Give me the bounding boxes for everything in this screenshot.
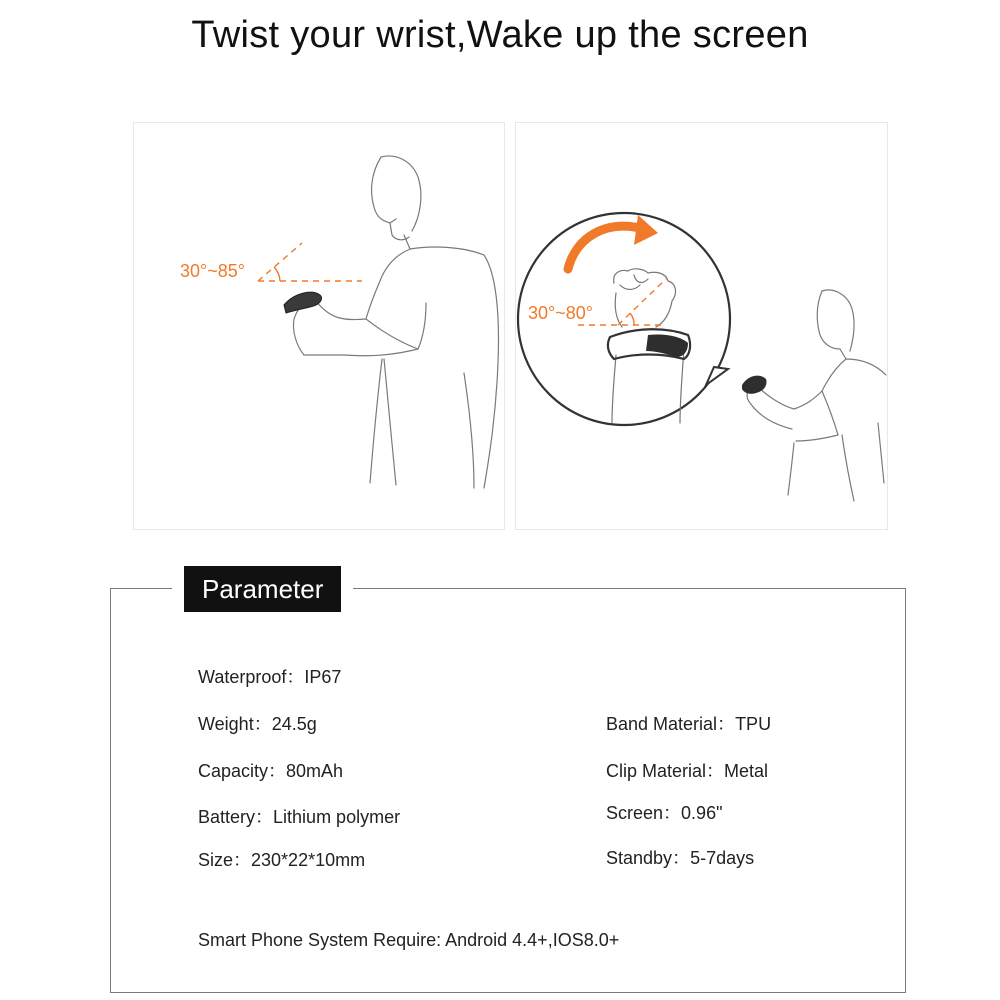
spec-size [198, 846, 365, 872]
spec-value: Metal [724, 761, 769, 781]
spec-system-requirement: Smart Phone System Require: Android 4.4+,IOS8.0+ [198, 930, 620, 950]
spec-battery [198, 803, 400, 829]
spec-value: IP67 [304, 667, 342, 687]
illustration-raise-wrist [133, 122, 505, 530]
spec-key: Band Material： [606, 714, 736, 734]
spec-capacity [198, 757, 343, 783]
spec-value: 24.5g [271, 714, 317, 734]
spec-key: Weight： [198, 714, 272, 734]
spec-key: Battery： [198, 807, 274, 827]
left-angle-label: 30°~85° [180, 261, 245, 281]
spec-waterproof [198, 663, 341, 689]
band-icon [284, 292, 322, 313]
spec-value: TPU [735, 714, 772, 734]
spec-key: Capacity： [198, 761, 287, 781]
spec-value: 5-7days [690, 848, 755, 868]
spec-screen [606, 799, 722, 825]
right-angle-label: 30°~80° [528, 303, 593, 323]
spec-value: 0.96" [681, 803, 723, 823]
spec-key: Size： [198, 850, 252, 870]
person-twisting-wrist-illustration [516, 123, 888, 530]
spec-clip-material [606, 757, 768, 783]
spec-value: 230*22*10mm [251, 850, 366, 870]
parameter-title-label: Parameter [184, 566, 341, 612]
person-raising-wrist-illustration [134, 123, 505, 530]
illustration-twist-wrist [515, 122, 888, 530]
spec-key: Waterproof： [198, 667, 305, 687]
spec-value: Lithium polymer [273, 807, 401, 827]
spec-value: 80mAh [286, 761, 344, 781]
spec-key: Standby： [606, 848, 691, 868]
parameter-title [172, 566, 353, 612]
spec-weight [198, 710, 317, 736]
spec-standby [606, 844, 754, 870]
spec-key: Screen： [606, 803, 682, 823]
spec-band-material [606, 710, 771, 736]
spec-key: Clip Material： [606, 761, 725, 781]
page-headline: Twist your wrist,Wake up the screen [191, 14, 809, 56]
